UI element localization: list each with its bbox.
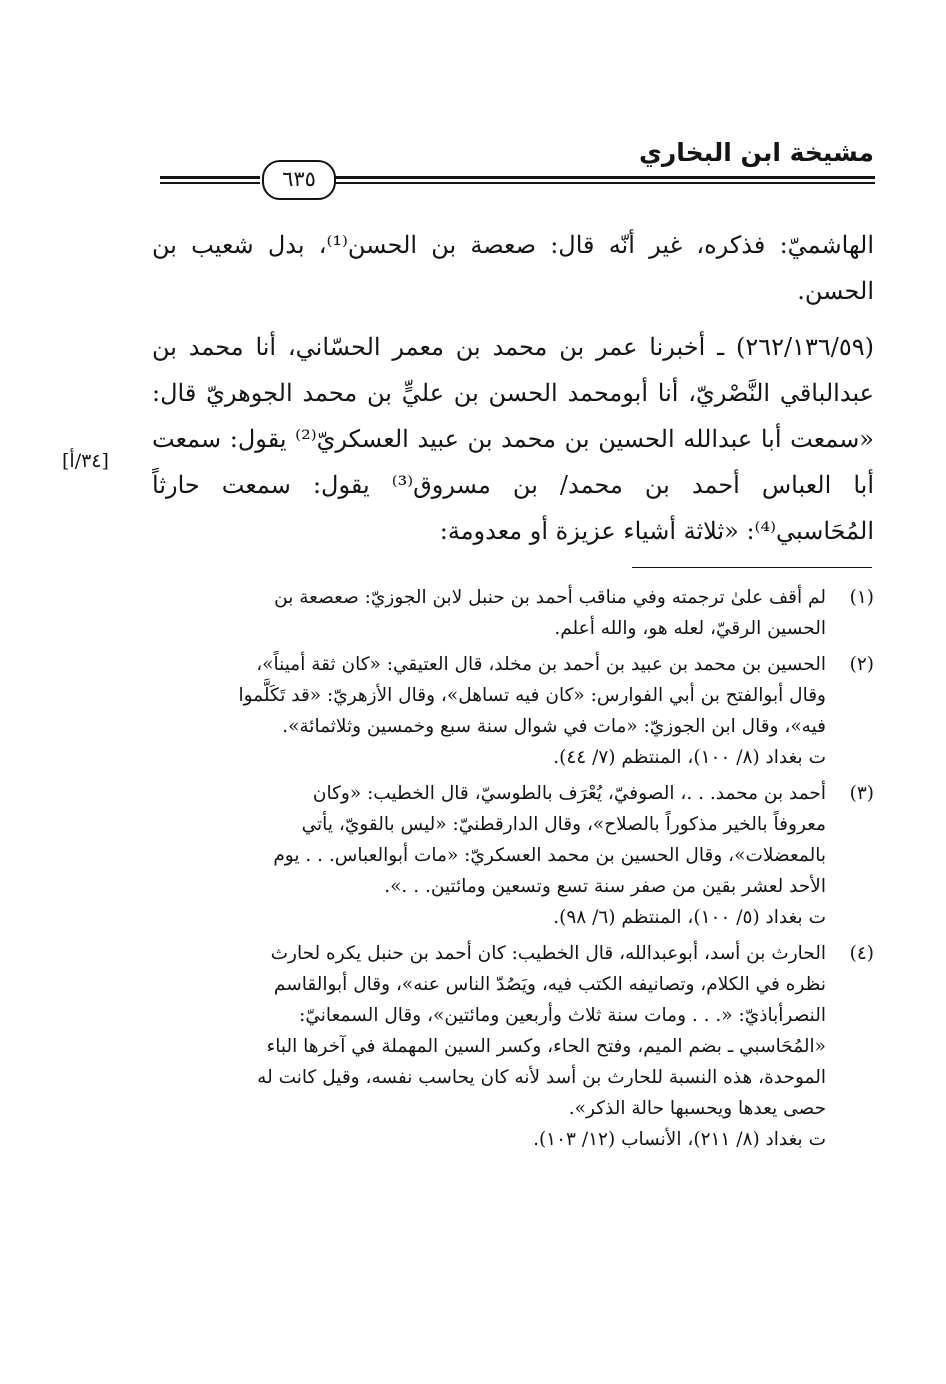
main-paragraph: الهاشميّ: فذكره، غير أنّه قال: صعصة بن الحسن⁽¹⁾، بدل شعيب بن الحسن. [152,231,874,305]
footnote-line: نظره في الكلام، وتصانيفه الكتب فيه، ويَصُدّ الناس عنه»، وقال أبوالقاسم [273,974,826,995]
footnote-line: الحارث بن أسد، أبوعبدالله، قال الخطيب: كان أحمد بن حنبل يكره لحارث [270,943,826,964]
running-header-title: مشيخة ابن البخاري [638,138,874,167]
footnote-line: ت بغداد (٥/ ١٠٠)، المنتظم (٦/ ٩٨). [553,907,826,928]
header-rule [335,176,875,179]
footnote-number: (٢) [849,654,874,675]
footnote-line: بالمعضلات»، وقال الحسين بن محمد العسكريّ: «مات أبوالعباس. . . يوم [273,845,826,866]
header-rule-double [335,182,875,184]
footnote-line: أحمد بن محمد. . .، الصوفيّ، يُعْرَف بالطوسيّ، قال الخطيب: «وكان [312,783,826,804]
main-paragraph: (٢٦٢/١٣٦/٥٩) ـ أخبرنا عمر بن محمد بن معمر الحسّاني، أنا محمد بن عبدالباقي النَّصْريّ، أنا أبومحمد الحسن بن عليٍّ بن محمد الجوهريّ قال: «سمعت أبا عبدالله الحسين بن محمد بن عبيد العسكريّ⁽²⁾ يقول: سمعت أبا العباس أحمد بن محمد/ بن مسروق⁽³⁾ يقول: سمعت حارثاً المُحَاسبي⁽⁴⁾: «ثلاثة أشياء عزيزة أو معدومة: [152,333,874,545]
footnote-1 [152,582,874,644]
footnote-line: ت بغداد (٨/ ١٠٠)، المنتظم (٧/ ٤٤). [553,747,826,768]
footnote-line: لم أقف علىٰ ترجمته وفي مناقب أحمد بن حنبل لابن الجوزيّ: صعصعة بن [274,587,826,608]
footnotes [152,582,874,1160]
footnote-line: حصى يعدها ويحسبها حالة الذكر». [568,1098,826,1119]
header-rule-left-double [160,182,260,184]
footnote-line: فيه»، وقال ابن الجوزيّ: «مات في شوال سنة سبع وخمسين وثلاثمائة». [282,716,826,737]
footnote-line: وقال أبوالفتح بن أبي الفوارس: «كان فيه تساهل»، وقال الأزهريّ: «قد تَكَلَّموا [238,685,826,706]
footnote-line: معروفاً بالخير مذكوراً بالصلاح»، وقال الدارقطنيّ: «ليس بالقويّ، يأتي [301,814,826,835]
margin-folio-note: [٣٤/أ] [62,450,109,472]
footnote-4 [152,938,874,1155]
footnote-number: (٤) [849,943,874,964]
main-text [152,222,874,554]
footnote-number: (١) [849,587,874,608]
footnote-2 [152,649,874,773]
footnote-line: الحسين بن محمد بن عبيد بن أحمد بن مخلد، قال العتيقي: «كان ثقة أميناً»، [256,654,826,675]
footnote-number: (٣) [849,783,874,804]
footnote-line: الحسين الرقيّ، لعله هو، والله أعلم. [554,618,826,639]
footnote-line: الأحد لعشر بقين من صفر سنة تسع وتسعين ومائتين. . .». [384,876,826,897]
footnote-separator [632,567,872,568]
header-rule-left [160,176,260,179]
page-number: ٦٣٥ [262,160,336,200]
footnote-line: ت بغداد (٨/ ٢١١)، الأنساب (١٢/ ١٠٣). [533,1129,826,1150]
footnote-line: الموحدة، هذه النسبة للحارث بن أسد لأنه كان يحاسب نفسه، وقيل كانت له [257,1067,826,1088]
footnote-3 [152,778,874,933]
footnote-line: النصرأباذيّ: «. . . ومات سنة ثلاث وأربعين ومائتين»، وقال السمعانيّ: [299,1005,826,1026]
footnote-line: «المُحَاسبي ـ بضم الميم، وفتح الحاء، وكسر السين المهملة في آخرها الباء [266,1036,826,1057]
